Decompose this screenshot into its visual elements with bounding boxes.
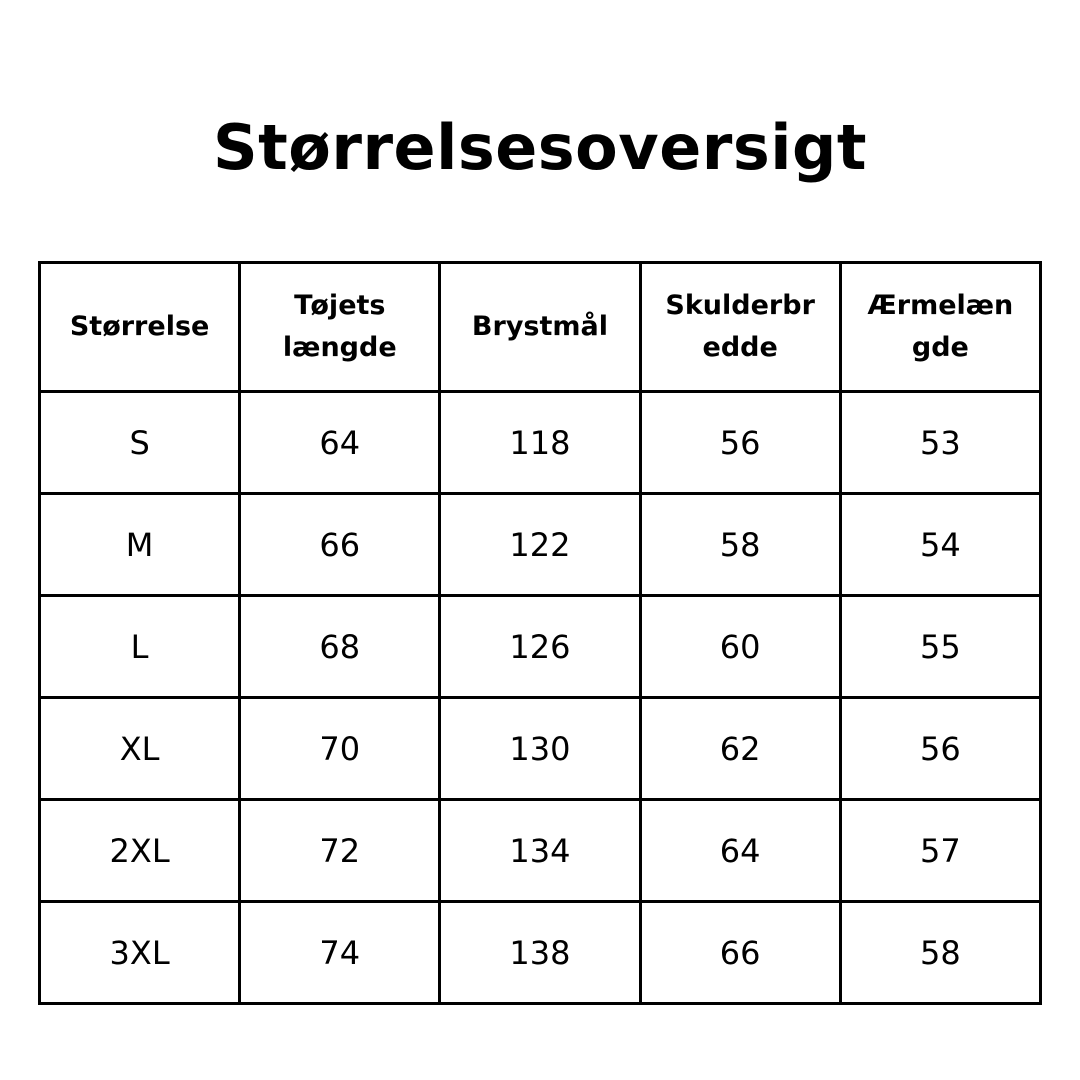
header-sleeve-length-line-1: Ærmelæn	[867, 290, 1014, 321]
cell-size: 3XL	[40, 902, 240, 1004]
cell-sleeve-length: 56	[840, 698, 1040, 800]
cell-size: 2XL	[40, 800, 240, 902]
header-shoulder-width-line-2: edde	[702, 332, 778, 363]
cell-shoulder-width: 60	[640, 596, 840, 698]
header-garment-length	[240, 263, 440, 392]
header-shoulder-width-line-1: Skulderbr	[665, 290, 815, 321]
table-row	[40, 596, 1041, 698]
cell-garment-length: 68	[240, 596, 440, 698]
cell-chest: 118	[440, 392, 640, 494]
header-row	[40, 263, 1041, 392]
cell-size: L	[40, 596, 240, 698]
cell-chest: 138	[440, 902, 640, 1004]
cell-chest: 122	[440, 494, 640, 596]
table-row	[40, 902, 1041, 1004]
cell-shoulder-width: 66	[640, 902, 840, 1004]
table-body	[40, 392, 1041, 1004]
cell-garment-length: 70	[240, 698, 440, 800]
cell-garment-length: 74	[240, 902, 440, 1004]
cell-garment-length: 64	[240, 392, 440, 494]
cell-sleeve-length: 55	[840, 596, 1040, 698]
cell-chest: 134	[440, 800, 640, 902]
header-shoulder-width	[640, 263, 840, 392]
header-chest: Brystmål	[440, 263, 640, 392]
table-row	[40, 800, 1041, 902]
cell-sleeve-length: 54	[840, 494, 1040, 596]
header-garment-length-line-2: længde	[282, 332, 397, 363]
table-header	[40, 263, 1041, 392]
size-chart-table	[38, 261, 1042, 1005]
table-row	[40, 698, 1041, 800]
header-sleeve-length	[840, 263, 1040, 392]
cell-shoulder-width: 56	[640, 392, 840, 494]
header-garment-length-line-1: Tøjets	[294, 290, 386, 321]
cell-chest: 130	[440, 698, 640, 800]
cell-sleeve-length: 58	[840, 902, 1040, 1004]
page-title: Størrelsesoversigt	[212, 111, 867, 184]
table-row	[40, 494, 1041, 596]
header-size: Størrelse	[40, 263, 240, 392]
cell-garment-length: 72	[240, 800, 440, 902]
header-sleeve-length-line-2: gde	[911, 332, 969, 363]
cell-sleeve-length: 53	[840, 392, 1040, 494]
cell-chest: 126	[440, 596, 640, 698]
table-row	[40, 392, 1041, 494]
cell-size: XL	[40, 698, 240, 800]
cell-shoulder-width: 62	[640, 698, 840, 800]
cell-shoulder-width: 58	[640, 494, 840, 596]
cell-sleeve-length: 57	[840, 800, 1040, 902]
cell-size: M	[40, 494, 240, 596]
cell-size: S	[40, 392, 240, 494]
cell-garment-length: 66	[240, 494, 440, 596]
cell-shoulder-width: 64	[640, 800, 840, 902]
